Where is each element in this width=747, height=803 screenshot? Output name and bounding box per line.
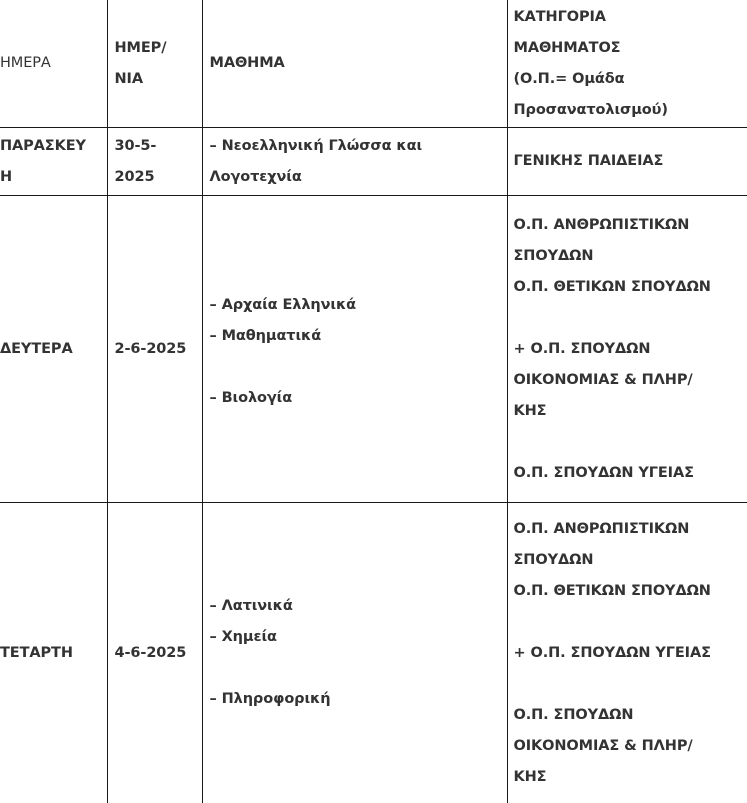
cell-day	[0, 196, 107, 503]
subject-item: – Βιολογία	[210, 383, 507, 414]
category-item: Ο.Π. ΑΝΘΡΩΠΙΣΤΙΚΩΝ	[514, 514, 747, 545]
day-text: Η	[0, 162, 107, 193]
cell-date	[107, 196, 202, 503]
day-text: ΔΕΥΤΕΡΑ	[0, 334, 107, 365]
header-category-line: Προσανατολισμού)	[514, 95, 747, 126]
category-item: ΟΙΚΟΝΟΜΙΑΣ & ΠΛΗΡ/	[514, 731, 747, 762]
category-item: Ο.Π. ΘΕΤΙΚΩΝ ΣΠΟΥΔΩΝ	[514, 272, 747, 303]
header-subject	[202, 0, 507, 128]
date-text: 30-5-	[115, 131, 202, 162]
date-text: 4-6-2025	[115, 638, 202, 669]
spacer	[514, 607, 747, 638]
cell-day	[0, 503, 107, 803]
table-row	[0, 128, 747, 196]
header-category-line: ΚΑΤΗΓΟΡΙΑ	[514, 2, 747, 33]
subject-item: – Αρχαία Ελληνικά	[210, 290, 507, 321]
header-date	[107, 0, 202, 128]
spacer	[514, 669, 747, 700]
spacer	[210, 352, 507, 383]
subject-item: Λογοτεχνία	[210, 162, 507, 193]
category-item: Ο.Π. ΑΝΘΡΩΠΙΣΤΙΚΩΝ	[514, 210, 747, 241]
category-item: ΚΗΣ	[514, 762, 747, 793]
table-row	[0, 503, 747, 803]
day-text: ΤΕΤΑΡΤΗ	[0, 638, 107, 669]
cell-subject	[202, 503, 507, 803]
cell-subject	[202, 128, 507, 196]
header-category-line: (Ο.Π.= Ομάδα	[514, 64, 747, 95]
header-date-line: ΗΜΕΡ/	[115, 33, 202, 64]
cell-category	[507, 128, 747, 196]
day-text: ΠΑΡΑΣΚΕΥ	[0, 131, 107, 162]
spacer	[514, 427, 747, 458]
date-text: 2025	[115, 162, 202, 193]
cell-date	[107, 503, 202, 803]
cell-subject	[202, 196, 507, 503]
date-text: 2-6-2025	[115, 334, 202, 365]
category-item: ΣΠΟΥΔΩΝ	[514, 241, 747, 272]
subject-item: – Χημεία	[210, 622, 507, 653]
category-item: ΓΕΝΙΚΗΣ ΠΑΙΔΕΙΑΣ	[514, 146, 747, 177]
category-item: ΣΠΟΥΔΩΝ	[514, 545, 747, 576]
category-item: ΚΗΣ	[514, 396, 747, 427]
header-subject-label: ΜΑΘΗΜΑ	[210, 48, 507, 79]
subject-item: – Νεοελληνική Γλώσσα και	[210, 131, 507, 162]
cell-day	[0, 128, 107, 196]
category-item: + Ο.Π. ΣΠΟΥΔΩΝ	[514, 334, 747, 365]
category-item: + Ο.Π. ΣΠΟΥΔΩΝ ΥΓΕΙΑΣ	[514, 638, 747, 669]
subject-item: – Πληροφορική	[210, 684, 507, 715]
header-category-line: ΜΑΘΗΜΑΤΟΣ	[514, 33, 747, 64]
cell-date	[107, 128, 202, 196]
cell-category	[507, 196, 747, 503]
header-date-line: ΝΙΑ	[115, 64, 202, 95]
header-day-label: ΗΜΕΡΑ	[0, 48, 107, 79]
table-header-row	[0, 0, 747, 128]
category-item: Ο.Π. ΘΕΤΙΚΩΝ ΣΠΟΥΔΩΝ	[514, 576, 747, 607]
spacer	[210, 653, 507, 684]
category-item: Ο.Π. ΣΠΟΥΔΩΝ ΥΓΕΙΑΣ	[514, 458, 747, 489]
category-item: ΟΙΚΟΝΟΜΙΑΣ & ΠΛΗΡ/	[514, 365, 747, 396]
category-item: Ο.Π. ΣΠΟΥΔΩΝ	[514, 700, 747, 731]
spacer	[514, 303, 747, 334]
cell-category	[507, 503, 747, 803]
table-row	[0, 196, 747, 503]
header-day	[0, 0, 107, 128]
subject-item: – Μαθηματικά	[210, 321, 507, 352]
header-category	[507, 0, 747, 128]
subject-item: – Λατινικά	[210, 591, 507, 622]
